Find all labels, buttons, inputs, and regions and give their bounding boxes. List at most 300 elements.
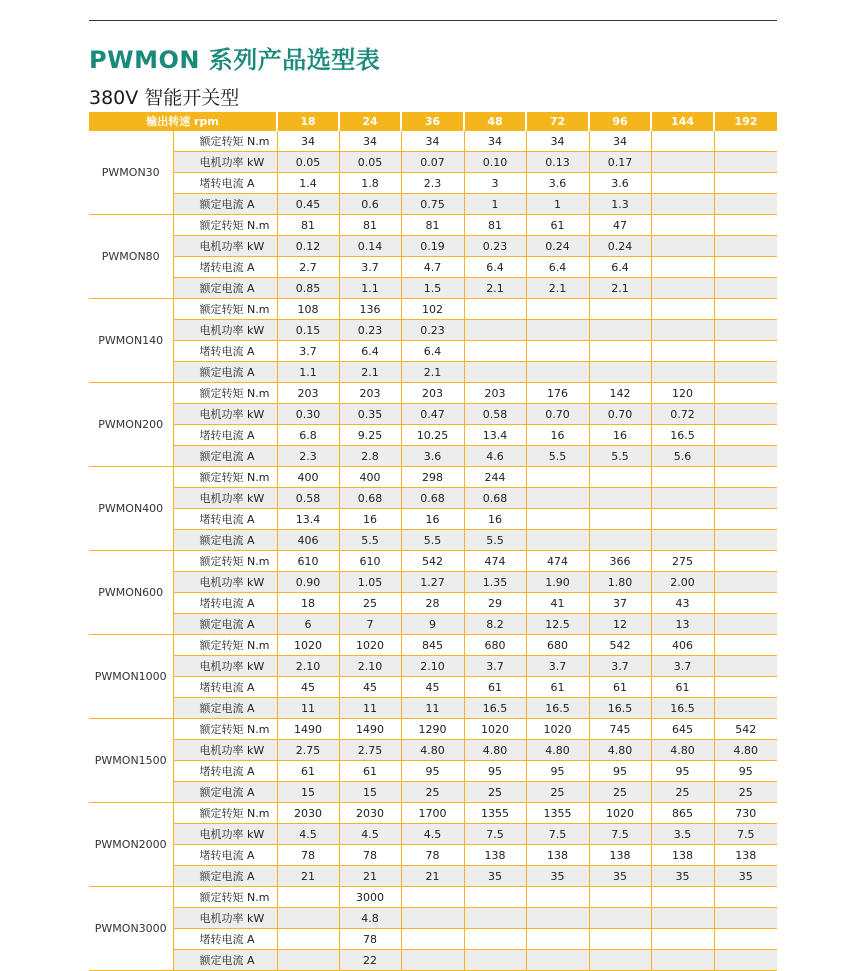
model-name: PWMON200 xyxy=(89,383,173,467)
value-cell: 29 xyxy=(464,593,526,614)
param-label: 电机功率 kW xyxy=(173,656,277,677)
param-label: 电机功率 kW xyxy=(173,404,277,425)
value-cell xyxy=(714,614,777,635)
value-cell xyxy=(526,509,589,530)
value-cell: 95 xyxy=(526,761,589,782)
value-cell: 1020 xyxy=(526,719,589,740)
value-cell: 1.1 xyxy=(277,362,339,383)
value-cell xyxy=(651,320,714,341)
value-cell: 81 xyxy=(339,215,401,236)
value-cell: 45 xyxy=(401,677,464,698)
value-cell: 0.72 xyxy=(651,404,714,425)
value-cell: 5.5 xyxy=(589,446,651,467)
value-cell: 61 xyxy=(464,677,526,698)
table-row xyxy=(89,908,777,929)
value-cell: 1020 xyxy=(339,635,401,656)
value-cell: 0.23 xyxy=(339,320,401,341)
value-cell: 0.68 xyxy=(339,488,401,509)
value-cell: 28 xyxy=(401,593,464,614)
value-cell: 34 xyxy=(277,131,339,152)
value-cell: 845 xyxy=(401,635,464,656)
value-cell xyxy=(526,887,589,908)
value-cell xyxy=(651,362,714,383)
table-row xyxy=(89,488,777,509)
value-cell: 16 xyxy=(464,509,526,530)
value-cell: 0.70 xyxy=(589,404,651,425)
value-cell: 0.07 xyxy=(401,152,464,173)
value-cell xyxy=(651,299,714,320)
value-cell: 6.4 xyxy=(589,257,651,278)
value-cell: 45 xyxy=(339,677,401,698)
param-label: 堵转电流 A xyxy=(173,677,277,698)
value-cell: 4.80 xyxy=(401,740,464,761)
value-cell: 0.70 xyxy=(526,404,589,425)
value-cell: 1.80 xyxy=(589,572,651,593)
model-name: PWMON2000 xyxy=(89,803,173,887)
model-name: PWMON1000 xyxy=(89,635,173,719)
value-cell xyxy=(589,950,651,971)
value-cell: 2030 xyxy=(277,803,339,824)
value-cell: 102 xyxy=(401,299,464,320)
value-cell xyxy=(651,194,714,215)
value-cell: 21 xyxy=(401,866,464,887)
value-cell: 1.8 xyxy=(339,173,401,194)
value-cell: 138 xyxy=(714,845,777,866)
value-cell: 1.05 xyxy=(339,572,401,593)
value-cell: 18 xyxy=(277,593,339,614)
value-cell xyxy=(714,299,777,320)
table-row xyxy=(89,614,777,635)
value-cell xyxy=(526,362,589,383)
value-cell: 25 xyxy=(714,782,777,803)
value-cell: 16.5 xyxy=(651,698,714,719)
param-label: 堵转电流 A xyxy=(173,593,277,614)
value-cell: 203 xyxy=(401,383,464,404)
value-cell xyxy=(714,236,777,257)
param-label: 额定转矩 N.m xyxy=(173,215,277,236)
value-cell: 865 xyxy=(651,803,714,824)
table-row xyxy=(89,362,777,383)
value-cell: 2.10 xyxy=(401,656,464,677)
table-row xyxy=(89,299,777,320)
value-cell: 0.24 xyxy=(589,236,651,257)
value-cell: 6.4 xyxy=(464,257,526,278)
value-cell: 0.35 xyxy=(339,404,401,425)
model-name: PWMON1500 xyxy=(89,719,173,803)
value-cell: 400 xyxy=(277,467,339,488)
value-cell: 11 xyxy=(339,698,401,719)
value-cell xyxy=(651,215,714,236)
value-cell xyxy=(651,467,714,488)
param-label: 堵转电流 A xyxy=(173,509,277,530)
value-cell: 645 xyxy=(651,719,714,740)
value-cell xyxy=(714,194,777,215)
value-cell: 1020 xyxy=(277,635,339,656)
value-cell: 5.5 xyxy=(401,530,464,551)
param-label: 额定转矩 N.m xyxy=(173,551,277,572)
value-cell xyxy=(464,950,526,971)
table-row xyxy=(89,530,777,551)
value-cell xyxy=(526,299,589,320)
value-cell: 15 xyxy=(277,782,339,803)
value-cell: 95 xyxy=(651,761,714,782)
value-cell: 1490 xyxy=(339,719,401,740)
model-name: PWMON600 xyxy=(89,551,173,635)
value-cell: 0.75 xyxy=(401,194,464,215)
value-cell: 0.90 xyxy=(277,572,339,593)
value-cell: 4.80 xyxy=(589,740,651,761)
table-row xyxy=(89,824,777,845)
table-header-row xyxy=(89,112,777,131)
value-cell: 21 xyxy=(277,866,339,887)
param-label: 额定电流 A xyxy=(173,866,277,887)
value-cell xyxy=(714,446,777,467)
value-cell: 1020 xyxy=(589,803,651,824)
value-cell xyxy=(277,929,339,950)
value-cell: 138 xyxy=(589,845,651,866)
table-row xyxy=(89,677,777,698)
value-cell xyxy=(651,530,714,551)
speed-header: 48 xyxy=(464,112,526,131)
table-row xyxy=(89,425,777,446)
value-cell: 542 xyxy=(714,719,777,740)
param-label: 电机功率 kW xyxy=(173,320,277,341)
value-cell: 95 xyxy=(714,761,777,782)
value-cell xyxy=(651,173,714,194)
top-rule xyxy=(89,20,777,21)
value-cell xyxy=(651,257,714,278)
table-row xyxy=(89,509,777,530)
value-cell xyxy=(714,656,777,677)
value-cell xyxy=(589,509,651,530)
value-cell: 34 xyxy=(526,131,589,152)
value-cell xyxy=(714,173,777,194)
value-cell: 2.3 xyxy=(277,446,339,467)
table-row xyxy=(89,341,777,362)
value-cell: 34 xyxy=(589,131,651,152)
value-cell: 4.6 xyxy=(464,446,526,467)
value-cell xyxy=(651,488,714,509)
table-row xyxy=(89,215,777,236)
value-cell: 16 xyxy=(339,509,401,530)
table-row xyxy=(89,887,777,908)
value-cell: 4.80 xyxy=(526,740,589,761)
value-cell: 0.45 xyxy=(277,194,339,215)
value-cell: 176 xyxy=(526,383,589,404)
value-cell xyxy=(651,278,714,299)
value-cell: 3.7 xyxy=(526,656,589,677)
value-cell xyxy=(526,467,589,488)
value-cell: 3.5 xyxy=(651,824,714,845)
param-label: 额定转矩 N.m xyxy=(173,719,277,740)
value-cell: 95 xyxy=(401,761,464,782)
value-cell xyxy=(526,908,589,929)
value-cell xyxy=(714,530,777,551)
value-cell: 16 xyxy=(526,425,589,446)
value-cell: 61 xyxy=(526,215,589,236)
table-row xyxy=(89,950,777,971)
value-cell: 16.5 xyxy=(464,698,526,719)
value-cell: 1020 xyxy=(464,719,526,740)
value-cell: 120 xyxy=(651,383,714,404)
param-label: 额定电流 A xyxy=(173,362,277,383)
value-cell xyxy=(714,131,777,152)
value-cell: 35 xyxy=(651,866,714,887)
value-cell xyxy=(589,908,651,929)
value-cell: 4.5 xyxy=(401,824,464,845)
value-cell: 5.6 xyxy=(651,446,714,467)
value-cell: 4.5 xyxy=(277,824,339,845)
value-cell: 7.5 xyxy=(589,824,651,845)
value-cell xyxy=(714,383,777,404)
table-row xyxy=(89,656,777,677)
value-cell: 5.5 xyxy=(339,530,401,551)
value-cell: 4.5 xyxy=(339,824,401,845)
value-cell: 474 xyxy=(526,551,589,572)
value-cell: 1.3 xyxy=(589,194,651,215)
speed-header: 72 xyxy=(526,112,589,131)
speed-header: 24 xyxy=(339,112,401,131)
value-cell: 95 xyxy=(589,761,651,782)
product-selection-table xyxy=(89,112,777,971)
value-cell: 6.4 xyxy=(526,257,589,278)
value-cell: 3 xyxy=(464,173,526,194)
value-cell: 1 xyxy=(526,194,589,215)
table-row xyxy=(89,446,777,467)
param-label: 电机功率 kW xyxy=(173,824,277,845)
param-label: 堵转电流 A xyxy=(173,173,277,194)
value-cell: 275 xyxy=(651,551,714,572)
value-cell xyxy=(714,362,777,383)
value-cell xyxy=(589,299,651,320)
param-label: 额定电流 A xyxy=(173,530,277,551)
value-cell: 244 xyxy=(464,467,526,488)
value-cell: 11 xyxy=(401,698,464,719)
value-cell: 2.1 xyxy=(589,278,651,299)
value-cell xyxy=(526,488,589,509)
value-cell: 13.4 xyxy=(277,509,339,530)
table-row xyxy=(89,152,777,173)
value-cell: 1490 xyxy=(277,719,339,740)
value-cell: 6 xyxy=(277,614,339,635)
value-cell xyxy=(651,131,714,152)
value-cell xyxy=(464,929,526,950)
table-row xyxy=(89,551,777,572)
value-cell xyxy=(714,488,777,509)
value-cell: 203 xyxy=(339,383,401,404)
value-cell xyxy=(526,320,589,341)
value-cell: 0.30 xyxy=(277,404,339,425)
value-cell: 366 xyxy=(589,551,651,572)
value-cell: 10.25 xyxy=(401,425,464,446)
value-cell xyxy=(714,572,777,593)
value-cell: 25 xyxy=(651,782,714,803)
value-cell: 108 xyxy=(277,299,339,320)
value-cell: 16 xyxy=(589,425,651,446)
value-cell: 406 xyxy=(651,635,714,656)
value-cell: 542 xyxy=(401,551,464,572)
table-row xyxy=(89,866,777,887)
param-label: 电机功率 kW xyxy=(173,236,277,257)
value-cell xyxy=(714,698,777,719)
value-cell: 78 xyxy=(401,845,464,866)
table-row xyxy=(89,740,777,761)
value-cell: 1 xyxy=(464,194,526,215)
value-cell: 0.15 xyxy=(277,320,339,341)
param-label: 堵转电流 A xyxy=(173,341,277,362)
value-cell: 3.6 xyxy=(526,173,589,194)
table-row xyxy=(89,719,777,740)
value-cell xyxy=(714,950,777,971)
value-cell xyxy=(714,404,777,425)
value-cell xyxy=(589,362,651,383)
value-cell: 3.7 xyxy=(651,656,714,677)
param-label: 电机功率 kW xyxy=(173,152,277,173)
value-cell xyxy=(464,908,526,929)
value-cell: 542 xyxy=(589,635,651,656)
value-cell: 25 xyxy=(589,782,651,803)
value-cell xyxy=(589,887,651,908)
param-label: 额定电流 A xyxy=(173,782,277,803)
value-cell xyxy=(714,635,777,656)
value-cell: 16.5 xyxy=(526,698,589,719)
value-cell xyxy=(714,551,777,572)
table-body xyxy=(89,131,777,971)
value-cell: 25 xyxy=(339,593,401,614)
value-cell xyxy=(714,425,777,446)
value-cell: 4.7 xyxy=(401,257,464,278)
value-cell: 3.6 xyxy=(589,173,651,194)
value-cell: 2.8 xyxy=(339,446,401,467)
value-cell: 1290 xyxy=(401,719,464,740)
value-cell: 35 xyxy=(589,866,651,887)
value-cell xyxy=(714,929,777,950)
value-cell xyxy=(526,950,589,971)
value-cell xyxy=(714,887,777,908)
value-cell: 406 xyxy=(277,530,339,551)
value-cell: 2.7 xyxy=(277,257,339,278)
value-cell: 3.7 xyxy=(277,341,339,362)
value-cell xyxy=(714,215,777,236)
value-cell xyxy=(464,341,526,362)
value-cell xyxy=(589,341,651,362)
table-row xyxy=(89,698,777,719)
value-cell xyxy=(589,320,651,341)
table-row xyxy=(89,782,777,803)
value-cell xyxy=(464,887,526,908)
value-cell: 0.23 xyxy=(464,236,526,257)
value-cell: 15 xyxy=(339,782,401,803)
speed-header: 192 xyxy=(714,112,777,131)
value-cell xyxy=(526,530,589,551)
param-label: 电机功率 kW xyxy=(173,488,277,509)
value-cell: 2.10 xyxy=(277,656,339,677)
value-cell: 0.12 xyxy=(277,236,339,257)
value-cell: 1.4 xyxy=(277,173,339,194)
value-cell: 3.7 xyxy=(589,656,651,677)
table-row xyxy=(89,236,777,257)
value-cell xyxy=(589,467,651,488)
param-label: 堵转电流 A xyxy=(173,845,277,866)
speed-header: 18 xyxy=(277,112,339,131)
value-cell: 1355 xyxy=(526,803,589,824)
value-cell: 2.1 xyxy=(339,362,401,383)
model-name: PWMON3000 xyxy=(89,887,173,971)
value-cell: 610 xyxy=(277,551,339,572)
table-row xyxy=(89,467,777,488)
value-cell xyxy=(401,908,464,929)
value-cell: 95 xyxy=(464,761,526,782)
value-cell xyxy=(714,257,777,278)
table-row xyxy=(89,803,777,824)
table-row xyxy=(89,278,777,299)
value-cell xyxy=(526,341,589,362)
value-cell: 1.5 xyxy=(401,278,464,299)
value-cell: 0.05 xyxy=(339,152,401,173)
value-cell: 0.23 xyxy=(401,320,464,341)
table-row xyxy=(89,572,777,593)
value-cell: 7.5 xyxy=(526,824,589,845)
table-row xyxy=(89,173,777,194)
value-cell: 3.6 xyxy=(401,446,464,467)
value-cell: 2.1 xyxy=(401,362,464,383)
value-cell: 5.5 xyxy=(526,446,589,467)
value-cell: 43 xyxy=(651,593,714,614)
value-cell: 745 xyxy=(589,719,651,740)
value-cell: 680 xyxy=(526,635,589,656)
value-cell: 1.90 xyxy=(526,572,589,593)
model-name: PWMON80 xyxy=(89,215,173,299)
param-label: 额定电流 A xyxy=(173,446,277,467)
value-cell: 9.25 xyxy=(339,425,401,446)
value-cell: 35 xyxy=(464,866,526,887)
value-cell: 6.4 xyxy=(339,341,401,362)
speed-header: 144 xyxy=(651,112,714,131)
value-cell: 1.35 xyxy=(464,572,526,593)
value-cell: 81 xyxy=(401,215,464,236)
value-cell xyxy=(589,488,651,509)
table-row xyxy=(89,131,777,152)
value-cell: 0.13 xyxy=(526,152,589,173)
value-cell: 61 xyxy=(589,677,651,698)
value-cell: 0.24 xyxy=(526,236,589,257)
value-cell: 6.4 xyxy=(401,341,464,362)
value-cell: 0.14 xyxy=(339,236,401,257)
value-cell xyxy=(526,929,589,950)
value-cell xyxy=(651,929,714,950)
value-cell: 37 xyxy=(589,593,651,614)
value-cell xyxy=(714,320,777,341)
value-cell xyxy=(401,950,464,971)
value-cell xyxy=(277,908,339,929)
value-cell xyxy=(589,929,651,950)
value-cell: 8.2 xyxy=(464,614,526,635)
corner-label: 输出转速 rpm xyxy=(89,112,277,131)
param-label: 堵转电流 A xyxy=(173,761,277,782)
value-cell xyxy=(714,908,777,929)
section-subtitle: 380V 智能开关型 xyxy=(89,87,240,109)
value-cell: 13 xyxy=(651,614,714,635)
value-cell: 16.5 xyxy=(651,425,714,446)
value-cell: 0.10 xyxy=(464,152,526,173)
value-cell: 203 xyxy=(464,383,526,404)
value-cell: 34 xyxy=(464,131,526,152)
param-label: 电机功率 kW xyxy=(173,572,277,593)
model-name: PWMON30 xyxy=(89,131,173,215)
value-cell: 0.19 xyxy=(401,236,464,257)
value-cell xyxy=(651,341,714,362)
value-cell: 2.75 xyxy=(339,740,401,761)
